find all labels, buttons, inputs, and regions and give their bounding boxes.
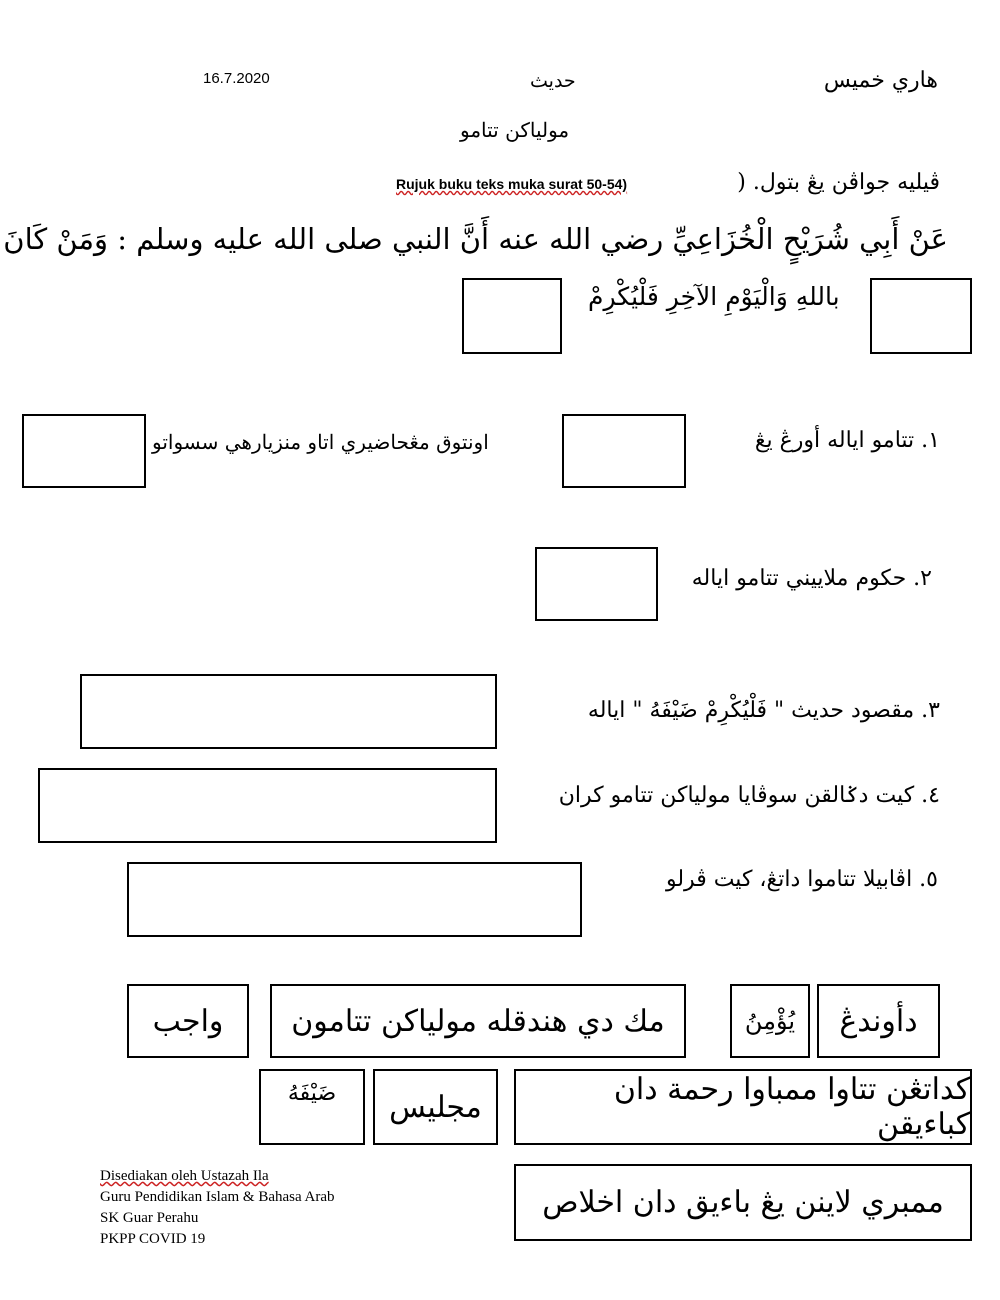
question-1-answer-box-b[interactable] — [22, 414, 146, 488]
question-1-text-a: ١. تتامو اياله أورڠ يڠ — [754, 428, 940, 453]
page-title: مولياكن تتامو — [460, 118, 570, 142]
question-2-text: ٢. حكوم ملاييني تتامو اياله — [691, 566, 932, 591]
footer-line-4: PKPP COVID 19 — [100, 1231, 206, 1247]
subject-label: حديث — [530, 70, 576, 92]
question-4-text: ٤. كيت دݢالقن سوڤايا مولياكن تتامو كران — [558, 783, 940, 808]
day-label: هاري خميس — [823, 68, 938, 93]
word-tile-kedatangan-tetamu[interactable]: كداتڠن تتاوا ممباوا رحمة دان كباءيقن — [514, 1069, 972, 1145]
question-5-text: ٥. اڤابيلا تتاموا داتڠ، كيت ڤرلو — [665, 867, 938, 892]
question-2-answer-box[interactable] — [535, 547, 658, 621]
question-4-answer-box[interactable] — [38, 768, 497, 843]
word-tile-dhaifahu[interactable]: ضَيْفَهُ — [259, 1069, 365, 1145]
footer-line-3: SK Guar Perahu — [100, 1210, 199, 1226]
instruction-arabic: ڤيليه جواڤن يڠ بتول. ( — [737, 170, 940, 195]
word-tile-memberi-layanan[interactable]: ممبري لاينن يڠ باءيق دان اخلاص — [514, 1164, 972, 1241]
footer-credit — [100, 1166, 335, 1250]
word-tile-majlis[interactable]: مجليس — [373, 1069, 498, 1145]
question-3-text: ٣. مقصود حديث " فَلْيُكْرِمْ ضَيْفَهُ " اياله — [587, 698, 940, 723]
footer-line-2: Guru Pendidikan Islam & Bahasa Arab — [100, 1189, 335, 1205]
word-tile-diundang[interactable]: دأوندڠ — [817, 984, 940, 1058]
word-tile-yukminu[interactable]: يُؤْمِنُ — [730, 984, 810, 1058]
word-tile-maka-hendaklah[interactable]: مك دي هندقله مولياكن تتامون — [270, 984, 686, 1058]
instruction-reference: Rujuk buku teks muka surat 50-54) — [396, 176, 628, 192]
hadith-line-1: عَنْ أَبِي شُرَيْحٍ الْخُزَاعِيِّ رضي الله عنه أَنَّ النبي صلى الله عليه وسلم : وَمَنْ كَانَ — [3, 222, 948, 256]
question-5-answer-box[interactable] — [127, 862, 582, 937]
hadith-answer-box-left[interactable] — [462, 278, 562, 354]
question-3-answer-box[interactable] — [80, 674, 497, 749]
hadith-answer-box-right[interactable] — [870, 278, 972, 354]
footer-line-1: Disediakan oleh Ustazah Ila — [100, 1168, 269, 1184]
word-tile-wajib[interactable]: واجب — [127, 984, 249, 1058]
date-label: 16.7.2020 — [203, 70, 270, 87]
question-1-answer-box-a[interactable] — [562, 414, 686, 488]
hadith-line-2: باللهِ وَالْيَوْمِ الآخِرِ فَلْيُكْرِمْ — [588, 282, 840, 311]
question-1-text-b: اونتوق مڠحاضيري اتاو منزيارهي سسواتو — [152, 430, 489, 454]
